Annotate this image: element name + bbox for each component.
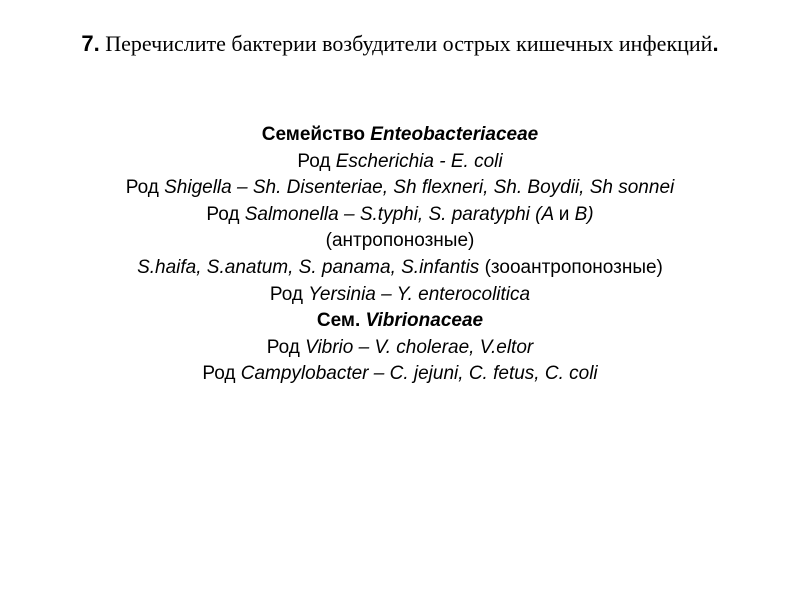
family-enterobacteriaceae-line: [20, 122, 780, 149]
genus-text: Salmonella – S.typhi, S. paratyphi (A: [244, 203, 559, 225]
genus-yersinia-line: [20, 282, 780, 309]
family-label: Сем.: [316, 310, 366, 332]
anthroponotic-note-line: [20, 228, 780, 255]
genus-text: Yersinia – Y. enterocolitica: [308, 283, 531, 305]
genus-text: Escherichia - E. coli: [335, 150, 503, 172]
species-list: S.haifa, S.anatum, S. panama, S.infantis: [137, 256, 480, 278]
genus-text-end: B): [569, 203, 594, 225]
slide-body: [20, 122, 780, 388]
genus-label: Род: [269, 283, 309, 305]
genus-text: Campylobacter – C. jejuni, C. fetus, C. coli: [240, 363, 598, 385]
genus-label: Род: [202, 363, 241, 385]
genus-label: Род: [125, 177, 165, 199]
genus-salmonella-line: [20, 202, 780, 229]
family-vibrionaceae-line: [20, 308, 780, 335]
anthroponotic-note: (антропонозные): [325, 230, 475, 252]
genus-text: Shigella – Sh. Disenteriae, Sh flexneri, Sh. Boydii, Sh sonnei: [164, 177, 675, 199]
genus-campylobacter-line: [20, 361, 780, 388]
question-end: .: [712, 31, 719, 56]
genus-escherichia-line: [20, 149, 780, 176]
family-name: Enteobacteriaceae: [370, 124, 539, 145]
genus-label: Род: [266, 336, 306, 358]
genus-vibrio-line: [20, 335, 780, 362]
genus-text: Vibrio – V. cholerae, V.eltor: [305, 336, 534, 358]
family-name: Vibrionaceae: [365, 310, 484, 332]
conjunction: и: [558, 203, 570, 225]
question-text: Перечислите бактерии возбудители острых кишечных инфекций: [99, 31, 713, 56]
question-number: 7.: [81, 31, 100, 56]
family-label: Семейство: [261, 124, 371, 145]
genus-label: Род: [206, 203, 245, 225]
zooanthroponotic-note: (зооантропонозные): [479, 256, 663, 278]
slide-title: [40, 30, 760, 58]
genus-shigella-line: [20, 175, 780, 202]
genus-label: Род: [297, 150, 336, 172]
zooanthroponotic-line: [20, 255, 780, 282]
